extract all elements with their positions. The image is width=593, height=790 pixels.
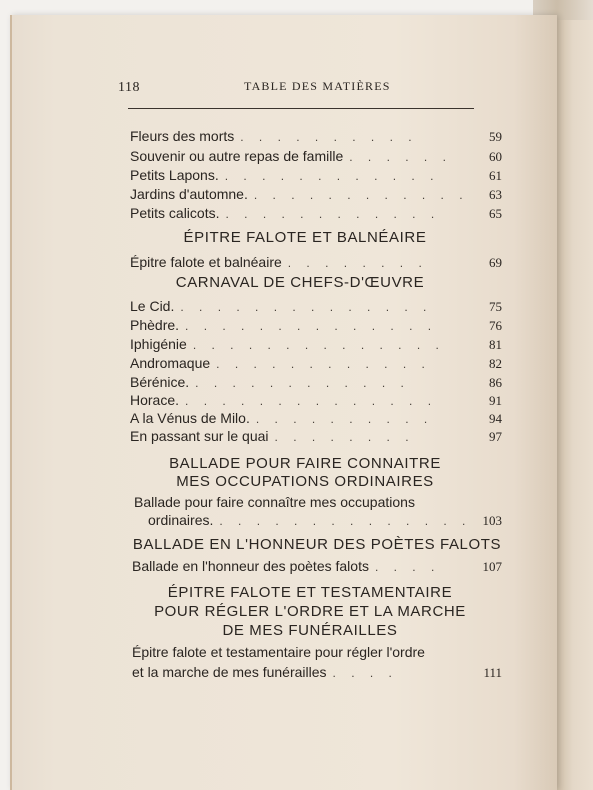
entry-page: 61 [489, 168, 502, 183]
toc-entry [132, 664, 502, 684]
entry-page: 76 [489, 318, 502, 333]
entry-leader-dots: . . . . . . . . . . . . . . [219, 514, 472, 528]
entry-page: 94 [489, 411, 502, 426]
running-head [118, 76, 478, 96]
entry-leader-dots: . . . . [332, 666, 398, 680]
toc-entry [130, 128, 502, 148]
toc-entry [130, 374, 502, 394]
toc-entry [130, 317, 502, 337]
toc-entry [130, 205, 502, 225]
entry-title: Petits calicots. [130, 205, 220, 221]
entry-page: 82 [489, 356, 502, 371]
entry-title-line: Ballade pour faire connaître mes occupations [134, 494, 415, 510]
section-heading-line: POUR RÉGLER L'ORDRE ET LA MARCHE [154, 603, 466, 620]
entry-leader-dots: . . . . . . [349, 150, 452, 164]
section-heading-line: DE MES FUNÉRAILLES [222, 622, 398, 639]
entry-title: Horace. [130, 392, 180, 408]
entry-page: 97 [489, 429, 502, 444]
toc-entry [130, 186, 502, 206]
toc-entry [130, 254, 502, 274]
entry-page: 91 [489, 393, 502, 408]
toc-entry [130, 167, 502, 187]
entry-page: 69 [489, 255, 502, 270]
entry-page: 60 [489, 149, 502, 164]
toc-entry [130, 355, 502, 375]
entry-leader-dots: . . . . . . . . . . . . . . [192, 338, 445, 352]
entry-leader-dots: . . . . [374, 560, 441, 574]
entry-leader-dots: . . . . . . . . [287, 256, 428, 270]
section-heading-line: ÉPITRE FALOTE ET TESTAMENTAIRE [167, 584, 453, 601]
entry-title: En passant sur le quai [130, 428, 269, 444]
entry-title-line: Épitre falote et testamentaire pour régler l'ordre [132, 644, 425, 660]
entry-leader-dots: . . . . . . . . . . . . . . [180, 300, 433, 314]
entry-page: 65 [489, 206, 502, 221]
section-heading: BALLADE EN L'HONNEUR DES POÈTES FALOTS [132, 536, 502, 553]
toc-entry [148, 512, 502, 532]
entry-leader-dots: . . . . . . . . [274, 430, 415, 444]
running-title: TABLE DES MATIÈRES [244, 79, 391, 93]
entry-title: Jardins d'automne. [130, 186, 248, 202]
entry-page: 81 [489, 337, 502, 352]
toc-entry [130, 148, 502, 168]
toc-entry [132, 558, 502, 578]
entry-title: Souvenir ou autre repas de famille [130, 148, 344, 164]
section-heading-line: MES OCCUPATIONS ORDINAIRES [176, 473, 434, 490]
toc-entry [130, 410, 502, 430]
toc-entry [130, 336, 502, 356]
entry-title: Andromaque [130, 355, 211, 371]
section-heading-line: BALLADE POUR FAIRE CONNAITRE [169, 455, 441, 472]
entry-leader-dots: . . . . . . . . . . [240, 130, 418, 144]
entry-title: Iphigénie [130, 336, 187, 352]
entry-page: 107 [482, 559, 502, 574]
entry-page: 63 [489, 187, 502, 202]
entry-title: et la marche de mes funérailles [132, 664, 327, 680]
entry-leader-dots: . . . . . . . . . . . . . . [185, 394, 438, 408]
entry-page: 59 [489, 129, 502, 144]
entry-page: 111 [483, 665, 502, 680]
entry-page: 86 [489, 375, 502, 390]
entry-title: Phèdre. [130, 317, 180, 333]
toc-entry [130, 298, 502, 318]
entry-leader-dots: . . . . . . . . . . . . [195, 376, 410, 390]
page-number: 118 [118, 80, 140, 95]
entry-title: Bérénice. [130, 374, 190, 390]
entry-leader-dots: . . . . . . . . . . . . [224, 169, 440, 183]
entry-title: Petits Lapons. [130, 167, 219, 183]
entry-title: ordinaires. [148, 512, 214, 528]
entry-page: 103 [482, 513, 502, 528]
entry-leader-dots: . . . . . . . . . . . . [225, 207, 441, 221]
toc-entry [130, 428, 502, 448]
entry-title: Ballade en l'honneur des poètes falots [132, 558, 369, 574]
entry-leader-dots: . . . . . . . . . . . . [216, 357, 431, 371]
entry-leader-dots: . . . . . . . . . . . . . . [185, 319, 438, 333]
entry-title: A la Vénus de Milo. [130, 410, 250, 426]
entry-page: 75 [489, 299, 502, 314]
section-heading: ÉPITRE FALOTE ET BALNÉAIRE [183, 229, 427, 246]
entry-title: Le Cid. [130, 298, 175, 314]
toc-entry [130, 392, 502, 412]
section-heading: CARNAVAL DE CHEFS-D'ŒUVRE [175, 274, 425, 291]
entry-title: Fleurs des morts [130, 128, 235, 144]
entry-leader-dots: . . . . . . . . . . [255, 412, 434, 426]
header-rule [128, 108, 474, 109]
entry-title: Épitre falote et balnéaire [130, 254, 282, 270]
entry-leader-dots: . . . . . . . . . . . . [253, 188, 469, 202]
